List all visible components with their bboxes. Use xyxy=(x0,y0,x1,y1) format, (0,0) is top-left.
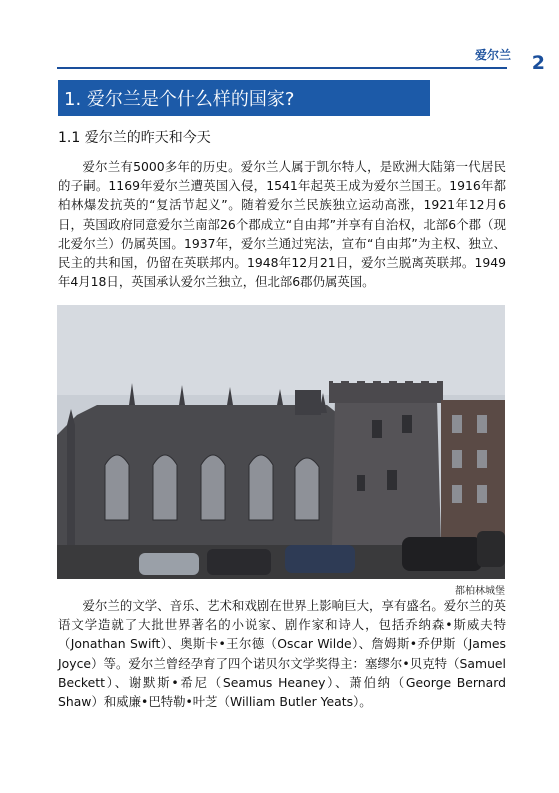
page-number: 2 xyxy=(531,52,545,74)
section-title: 1.1 爱尔兰的昨天和今天 xyxy=(58,130,211,146)
body-paragraph-2: 爱尔兰的文学、音乐、艺术和戏剧在世界上影响巨大，享有盛名。爱尔兰的英语文学造就了大批世界著名的小说家、剧作家和诗人，包括乔纳森•斯威夫特（Jonathan Swift）、奥斯卡•王尔德（Oscar Wilde）、詹姆斯•乔伊斯（James Joyce）等。爱尔兰曾经孕育了四个诺贝尔文学奖得主：塞缪尔•贝克特（Samuel Beckett）、谢默斯•希尼（Seamus Heaney）、萧伯纳（George Bernard Shaw）和威廉•巴特勒•叶芝（William Butler Yeats）。 xyxy=(58,598,506,710)
castle-photo xyxy=(57,305,505,579)
body-paragraph-1: 爱尔兰有5000多年的历史。爱尔兰人属于凯尔特人，是欧洲大陆第一代居民的子嗣。1169年爱尔兰遭英国入侵，1541年起英王成为爱尔兰国王。1916年都柏林爆发抗英的“复活节起义”。随着爱尔兰民族独立运动高涨，1921年12月6日，英国政府同意爱尔兰南部26个郡成立“自由邦”并享有自治权，北部6个郡（现北爱尔兰）仍属英国。1937年，爱尔兰通过宪法，宣布“自由邦”为主权、独立、民主的共和国，仍留在英联邦内。1948年12月21日，爱尔兰脱离英联邦。1949年4月18日，英国承认爱尔兰独立，但北部6郡仍属英国。 xyxy=(58,159,506,290)
running-head: 爱尔兰 xyxy=(474,48,511,62)
photo-caption: 都柏林城堡 xyxy=(455,586,505,597)
chapter-title: 1. 爱尔兰是个什么样的国家? xyxy=(64,89,295,110)
header-rule xyxy=(57,67,507,69)
